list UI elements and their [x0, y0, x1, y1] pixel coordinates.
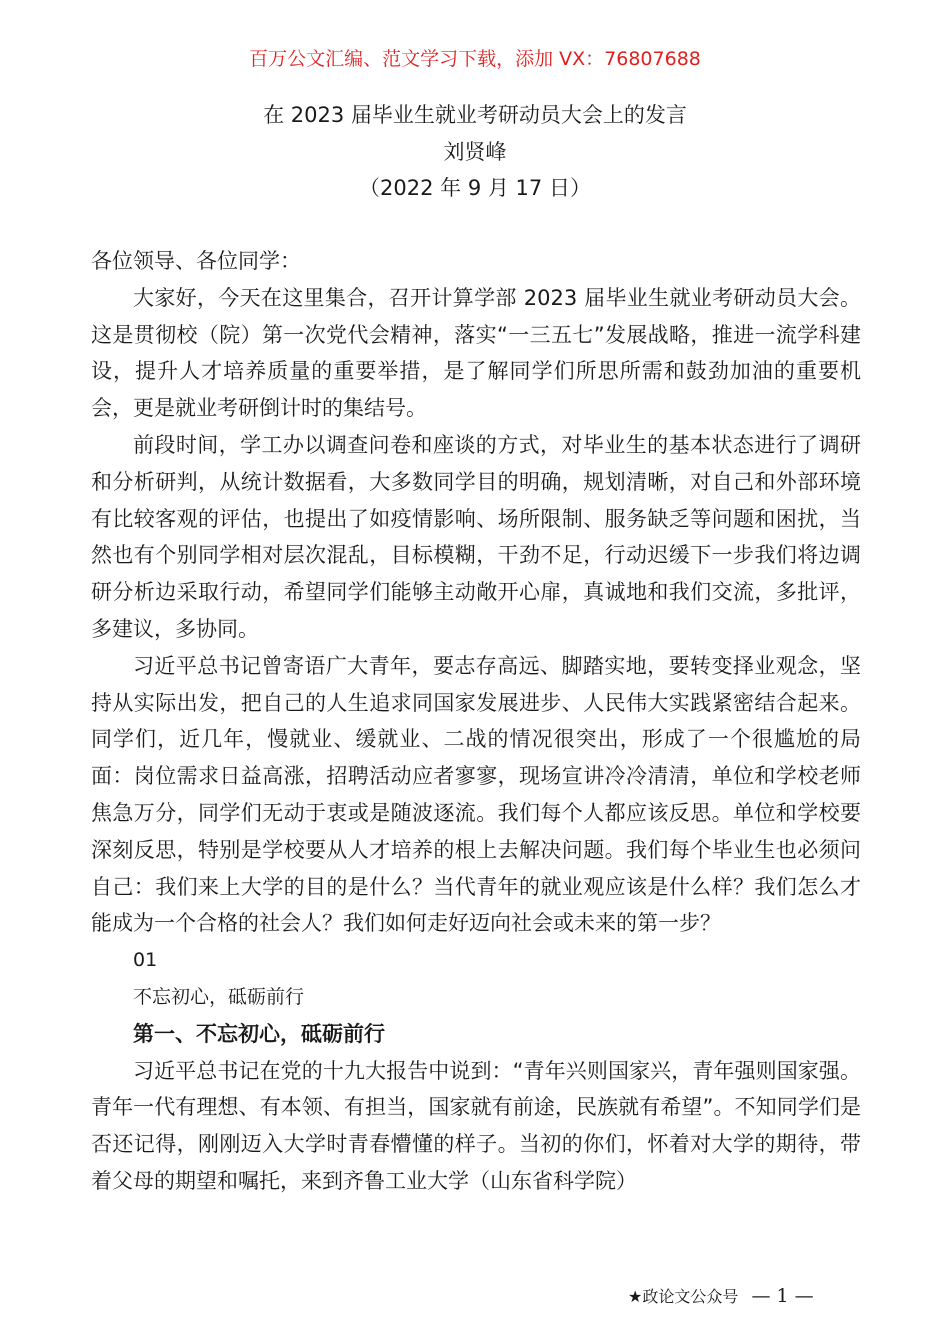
paragraph-2: 前段时间，学工办以调查问卷和座谈的方式，对毕业生的基本状态进行了调研和分析研判，从统计数据看，大多数同学目的明确，规划清晰，对自己和外部环境有比较客观的评估，也提出了如疫情影响、场所限制、服务缺乏等问题和困扰，当然也有个别同学相对层次混乱，目标模糊，干劲不足，行动迟缓下一步我们将边调研分析边采取行动，希望同学们能够主动敞开心扉，真诚地和我们交流，多批评，多建议，多协同。	[91, 432, 861, 641]
document-date: （2022 年 9 月 17 日）	[359, 176, 591, 200]
document-author: 刘贤峰	[443, 140, 507, 164]
section-subtitle: 不忘初心，砥砺前行	[133, 985, 305, 1008]
salutation: 各位领导、各位同学：	[91, 249, 301, 273]
watermark-banner: 百万公文汇编、范文学习下载，添加 VX：76807688	[249, 48, 701, 70]
page-footer	[628, 1284, 814, 1307]
paragraph-3: 习近平总书记曾寄语广大青年，要志存高远、脚踏实地，要转变择业观念，坚持从实际出发，把自己的人生追求同国家发展进步、人民伟大实践紧密结合起来。同学们，近几年，慢就业、缓就业、二战的情况很突出，形成了一个很尴尬的局面：岗位需求日益高涨，招聘活动应者寥寥，现场宣讲冷冷清清，单位和学校老师焦急万分，同学们无动于衷或是随波逐流。我们每个人都应该反思。单位和学校要深刻反思，特别是学校要从人才培养的根上去解决问题。我们每个毕业生也必须问自己：我们来上大学的目的是什么？当代青年的就业观应该是什么样？我们怎么才能成为一个合格的社会人？我们如何走好迈向社会或未来的第一步？	[91, 653, 861, 936]
section-heading: 第一、不忘初心，砥砺前行	[133, 1021, 385, 1046]
document-title: 在 2023 届毕业生就业考研动员大会上的发言	[263, 103, 687, 127]
page-number: — 1 —	[751, 1285, 814, 1307]
footer-source: ★政论文公众号	[628, 1287, 739, 1306]
section-paragraph: 习近平总书记在党的十九大报告中说到：“青年兴则国家兴，青年强则国家强。青年一代有理想、有本领、有担当，国家就有前途，民族就有希望”。不知同学们是否还记得，刚刚迈入大学时青春懵懂的样子。当初的你们，怀着对大学的期待，带着父母的期望和嘱托，来到齐鲁工业大学（山东省科学院）	[91, 1058, 861, 1193]
paragraph-1: 大家好，今天在这里集合，召开计算学部 2023 届毕业生就业考研动员大会。这是贯彻校（院）第一次党代会精神，落实“一三五七”发展战略，推进一流学科建设，提升人才培养质量的重要举措，是了解同学们所思所需和鼓劲加油的重要机会，更是就业考研倒计时的集结号。	[91, 285, 861, 421]
document-body	[91, 243, 861, 1200]
section-number: 01	[133, 949, 158, 972]
